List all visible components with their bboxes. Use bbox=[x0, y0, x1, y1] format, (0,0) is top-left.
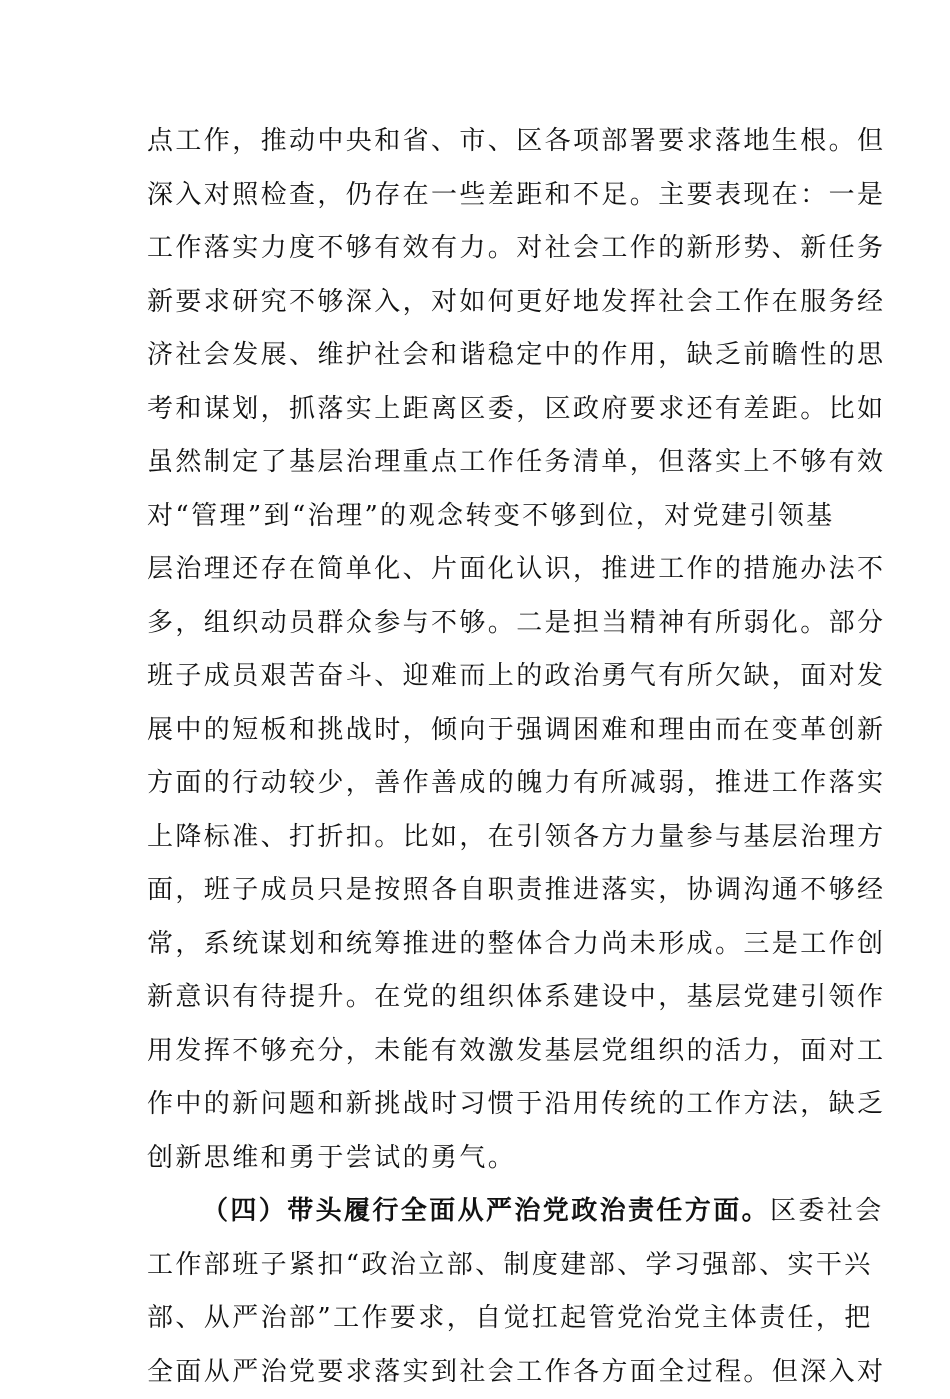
text-line: 创新思维和勇于尝试的勇气。 bbox=[147, 1132, 807, 1186]
text-line: 常，系统谋划和统筹推进的整体合力尚未形成。三是工作创 bbox=[147, 918, 807, 972]
body-text bbox=[147, 115, 807, 1399]
text-line: 工作落实力度不够有效有力。对社会工作的新形势、新任务 bbox=[147, 222, 807, 276]
text-line: 新意识有待提升。在党的组织体系建设中，基层党建引领作 bbox=[147, 971, 807, 1025]
text-line: 部、从严治部”工作要求，自觉扛起管党治党主体责任，把 bbox=[147, 1292, 807, 1346]
text-line: 班子成员艰苦奋斗、迎难而上的政治勇气有所欠缺，面对发 bbox=[147, 650, 807, 704]
section-4-text-start: 区委社会 bbox=[770, 1196, 884, 1226]
text-line: 层治理还存在简单化、片面化认识，推进工作的措施办法不 bbox=[147, 543, 807, 597]
text-line: 济社会发展、维护社会和谐稳定中的作用，缺乏前瞻性的思 bbox=[147, 329, 807, 383]
text-line: 考和谋划，抓落实上距离区委，区政府要求还有差距。比如 bbox=[147, 383, 807, 437]
text-line: 上降标准、打折扣。比如，在引领各方力量参与基层治理方 bbox=[147, 811, 807, 865]
text-line: 深入对照检查，仍存在一些差距和不足。主要表现在：一是 bbox=[147, 169, 807, 223]
section-4-first-line bbox=[147, 1185, 807, 1239]
text-line: 面，班子成员只是按照各自职责推进落实，协调沟通不够经 bbox=[147, 864, 807, 918]
text-line: 作中的新问题和新挑战时习惯于沿用传统的工作方法，缺乏 bbox=[147, 1078, 807, 1132]
text-line: 对“管理”到“治理”的观念转变不够到位，对党建引领基 bbox=[147, 490, 807, 544]
text-line: 方面的行动较少，善作善成的魄力有所减弱，推进工作落实 bbox=[147, 757, 807, 811]
text-line: 虽然制定了基层治理重点工作任务清单，但落实上不够有效 bbox=[147, 436, 807, 490]
section-4-heading: （四）带头履行全面从严治党政治责任方面。 bbox=[202, 1196, 770, 1226]
text-line: 展中的短板和挑战时，倾向于强调困难和理由而在变革创新 bbox=[147, 704, 807, 758]
text-line: 点工作，推动中央和省、市、区各项部署要求落地生根。但 bbox=[147, 115, 807, 169]
text-line: 工作部班子紧扣“政治立部、制度建部、学习强部、实干兴 bbox=[147, 1239, 807, 1293]
text-line: 全面从严治党要求落实到社会工作各方面全过程。但深入对 bbox=[147, 1346, 807, 1399]
text-line: 用发挥不够充分，未能有效激发基层党组织的活力，面对工 bbox=[147, 1025, 807, 1079]
text-line: 新要求研究不够深入，对如何更好地发挥社会工作在服务经 bbox=[147, 276, 807, 330]
text-line: 多，组织动员群众参与不够。二是担当精神有所弱化。部分 bbox=[147, 597, 807, 651]
